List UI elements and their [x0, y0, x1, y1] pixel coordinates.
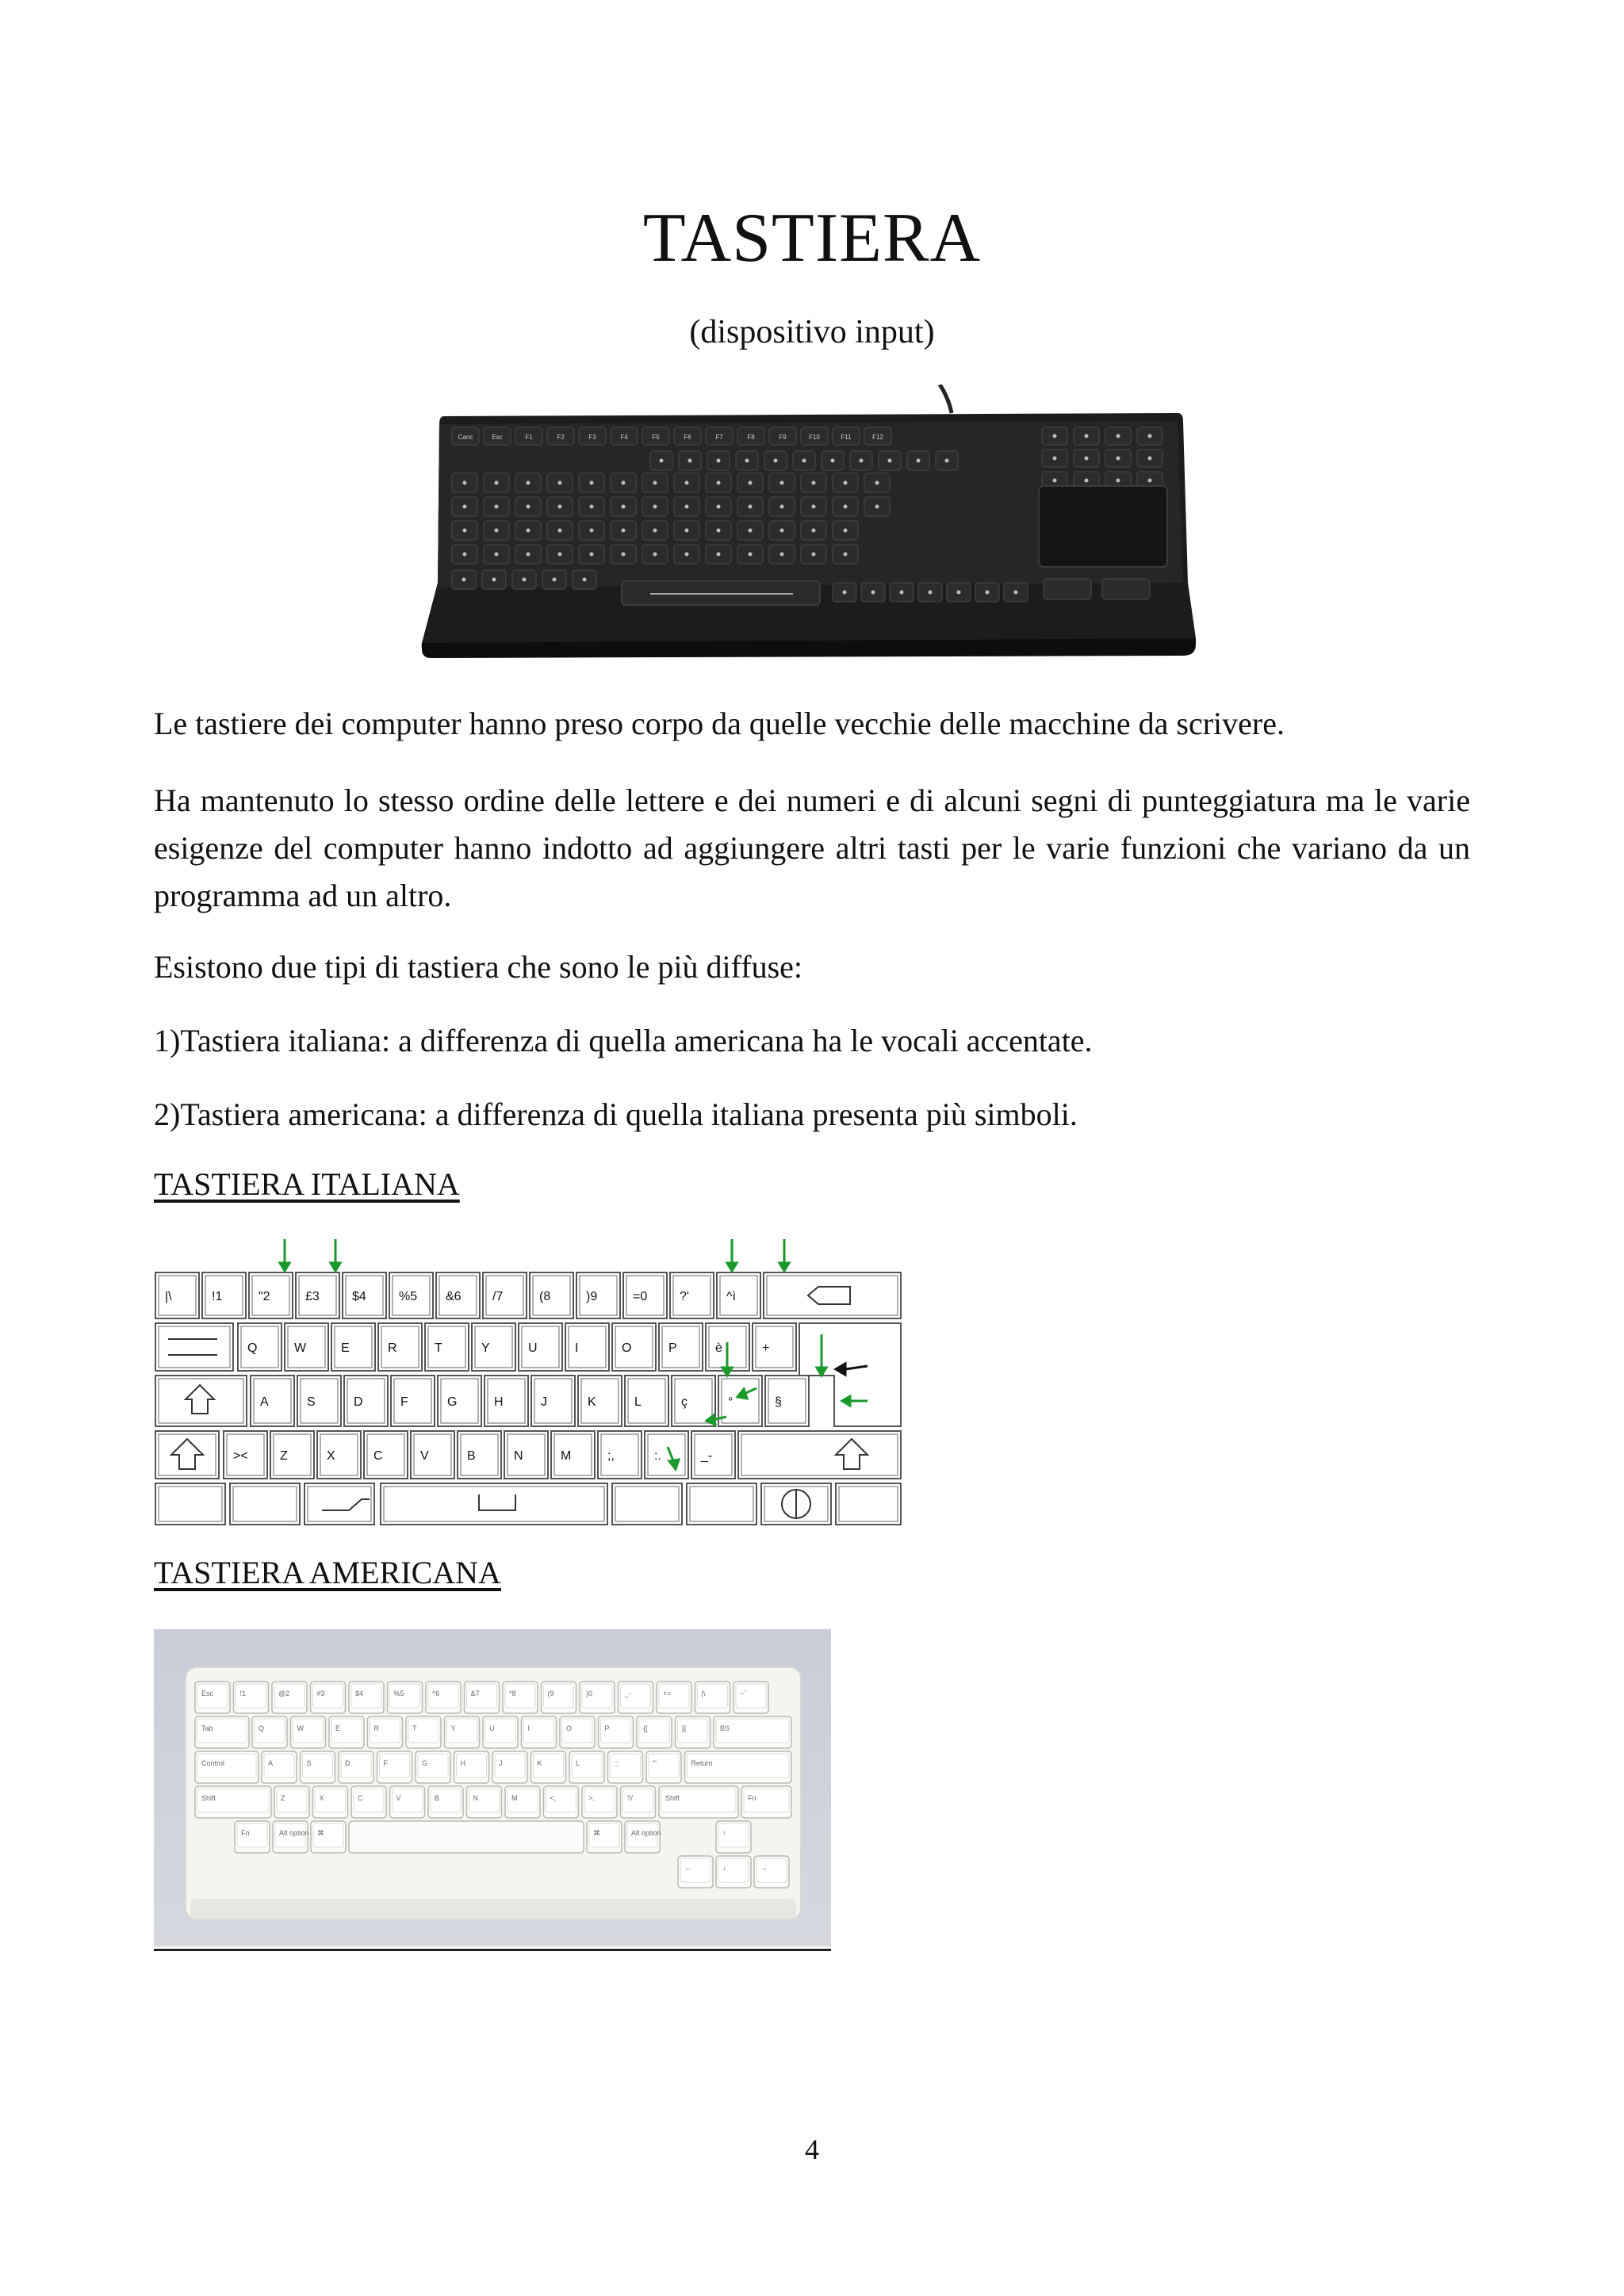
italian-key-tab	[155, 1323, 233, 1371]
italian-key-label: /7	[492, 1290, 504, 1303]
american-key-label: Shift	[665, 1794, 680, 1802]
italian-key-label: )9	[586, 1290, 598, 1303]
italian-key-label: !1	[212, 1290, 223, 1303]
american-key-label: ~`	[740, 1689, 747, 1697]
american-keyboard-underline	[154, 1949, 831, 1951]
american-key-label: )0	[586, 1689, 593, 1697]
american-key-label: <,	[550, 1794, 557, 1802]
italian-key	[249, 1272, 293, 1318]
italian-key	[238, 1323, 282, 1371]
italian-key	[530, 1272, 573, 1318]
italian-key-label: X	[327, 1449, 335, 1463]
italian-key-label: $4	[352, 1290, 366, 1303]
american-key-label: N	[473, 1794, 478, 1802]
italian-key-label: T	[435, 1341, 442, 1355]
italian-key	[251, 1376, 294, 1426]
italian-key	[317, 1431, 361, 1479]
italian-key-label: =0	[633, 1290, 648, 1303]
italian-key-label: B	[467, 1449, 476, 1463]
american-key-label: X	[319, 1794, 324, 1802]
italian-key	[753, 1323, 796, 1371]
italian-key-label: W	[294, 1341, 307, 1355]
american-key-label: ^6	[432, 1689, 440, 1697]
american-key-label: D	[345, 1759, 350, 1767]
photo-fkey-label: F5	[652, 434, 660, 441]
italian-key-label: %5	[399, 1290, 418, 1303]
heading-italian-keyboard: TASTIERA ITALIANA	[154, 1166, 460, 1202]
american-key-label: !1	[239, 1689, 247, 1697]
american-key-label: ⌘	[317, 1829, 324, 1837]
italian-key-label: M	[561, 1449, 572, 1463]
italian-key	[718, 1376, 762, 1426]
american-key-label: Fn	[748, 1794, 756, 1802]
american-key-label: F	[383, 1759, 388, 1767]
american-key-label: Alt option	[631, 1829, 661, 1837]
heading-american-keyboard: TASTIERA AMERICANA	[154, 1555, 501, 1590]
american-spacebar	[349, 1821, 584, 1853]
american-key-label: @2	[278, 1689, 290, 1697]
italian-key-label: S	[307, 1395, 316, 1409]
touchpad	[1039, 486, 1167, 567]
american-key-label: G	[422, 1759, 428, 1767]
keyboard-photo-drawing	[420, 385, 1197, 658]
photo-fkey-label: F11	[841, 434, 852, 441]
american-key-label: E	[335, 1724, 341, 1732]
italian-key-label: +	[762, 1341, 770, 1355]
american-key-label: A	[268, 1759, 274, 1767]
american-key-label: Q	[259, 1724, 265, 1732]
american-key-label: Z	[281, 1794, 285, 1802]
touchpad-right-button	[1102, 579, 1150, 599]
american-key-label: H	[460, 1759, 465, 1767]
italian-key-label: :.	[654, 1449, 661, 1463]
italian-key-label: ><	[233, 1449, 248, 1463]
american-key-label: U	[489, 1724, 495, 1732]
american-key-label: W	[297, 1724, 304, 1732]
american-key-label: T	[412, 1724, 417, 1732]
italian-key	[485, 1376, 528, 1426]
american-keyboard-drawing	[154, 1629, 831, 1946]
italian-key	[344, 1376, 388, 1426]
italian-key-label: I	[575, 1341, 579, 1355]
italian-key	[411, 1431, 454, 1479]
page-number: 4	[805, 2133, 819, 2165]
italian-key	[378, 1323, 422, 1371]
italian-key-shift-right	[738, 1431, 901, 1479]
italian-key-label: è	[715, 1341, 722, 1355]
italian-key	[765, 1376, 809, 1426]
american-keyboard-photo	[154, 1629, 831, 1946]
italian-key	[670, 1272, 714, 1318]
italian-key-bottom	[304, 1483, 374, 1525]
photo-fkey-label: F7	[715, 434, 723, 441]
italian-key-bottom	[381, 1483, 607, 1525]
italian-key	[625, 1376, 668, 1426]
american-key-label: ?/	[626, 1794, 634, 1802]
photo-fkey-label: Esc	[492, 434, 503, 441]
italian-key-label: ç	[681, 1395, 688, 1409]
american-key-label: Fn	[241, 1829, 250, 1837]
italian-key-label: K	[588, 1395, 596, 1409]
italian-key-label: J	[541, 1395, 547, 1409]
italian-keys	[155, 1272, 901, 1525]
italian-key	[717, 1272, 760, 1318]
american-key-label: #3	[316, 1689, 325, 1697]
page-title: TASTIERA	[642, 200, 982, 277]
american-key-label: %5	[393, 1689, 404, 1697]
italian-key	[155, 1272, 199, 1318]
paragraph-types-intro: Esistono due tipi di tastiera che sono le più diffuse:	[154, 949, 803, 985]
italian-key-label: A	[260, 1395, 269, 1409]
american-key-label: ⌘	[593, 1829, 600, 1837]
italian-key-capslock	[155, 1376, 247, 1426]
italian-key-label: O	[622, 1341, 632, 1355]
italian-key-label: ?'	[680, 1290, 689, 1303]
american-key-label: B	[435, 1794, 440, 1802]
american-key-label: }]	[681, 1724, 687, 1732]
american-key-label: →	[760, 1864, 768, 1872]
keyboard-photo	[420, 385, 1197, 658]
italian-key	[551, 1431, 595, 1479]
italian-key	[285, 1323, 328, 1371]
page-subtitle: (dispositivo input)	[689, 314, 935, 350]
american-key-label: {[	[643, 1724, 648, 1732]
american-key-label: (9	[547, 1689, 554, 1697]
photo-fkey-label: F6	[684, 434, 691, 441]
american-key-label: Alt option	[279, 1829, 309, 1837]
american-key-label: Tab	[201, 1724, 213, 1732]
italian-key-label: (8	[539, 1290, 551, 1303]
american-key-label: Return	[691, 1759, 713, 1767]
italian-key-bottom	[836, 1483, 901, 1525]
paragraph-evolution: Ha mantenuto lo stesso ordine delle lettere e dei numeri e di alcuni segni di punteggiatura ma le varie esigenze del computer hanno indotto ad aggiungere altri tasti per le varie funzioni che variano da un programma ad un altro.	[154, 783, 1470, 913]
photo-fkey-label: F1	[525, 434, 533, 441]
photo-fkey-label: F8	[747, 434, 755, 441]
italian-key	[297, 1376, 341, 1426]
italian-key	[531, 1376, 575, 1426]
american-key-label: &7	[470, 1689, 480, 1697]
italian-key	[270, 1431, 314, 1479]
italian-key-label: £3	[305, 1290, 320, 1303]
italian-key	[472, 1323, 515, 1371]
italian-key-label: F	[400, 1395, 408, 1409]
italian-key	[364, 1431, 408, 1479]
photo-fkey-label: F2	[557, 434, 565, 441]
italian-key-label: °	[728, 1395, 733, 1409]
italian-key-label: G	[447, 1395, 458, 1409]
american-key-label: "'	[653, 1759, 657, 1767]
italian-keyboard-diagram	[154, 1233, 904, 1526]
italian-key-label: ;,	[607, 1449, 615, 1463]
italian-key-bottom	[230, 1483, 300, 1525]
american-key-label: ↑	[722, 1829, 726, 1837]
italian-key-bottom	[155, 1483, 225, 1525]
american-key-label: BS	[720, 1724, 730, 1732]
italian-key	[565, 1323, 609, 1371]
american-key-label: P	[604, 1724, 610, 1732]
italian-key-label: N	[514, 1449, 523, 1463]
photo-fkey-label: Canc	[458, 434, 473, 441]
italian-key-label: §	[775, 1395, 782, 1409]
photo-fkey-label: F10	[809, 434, 820, 441]
american-key-label: I	[527, 1724, 530, 1732]
american-key-label: :;	[614, 1759, 619, 1767]
paragraph-origin: Le tastiere dei computer hanno preso corpo da quelle vecchie delle macchine da scrivere.	[154, 706, 1285, 741]
american-key-label: L	[576, 1759, 580, 1767]
italian-key	[645, 1431, 688, 1479]
italian-key-label: E	[341, 1341, 350, 1355]
american-key-label: Esc	[201, 1689, 214, 1697]
italian-key	[438, 1376, 481, 1426]
italian-key	[504, 1431, 548, 1479]
italian-key-label: L	[634, 1395, 642, 1409]
italian-key-label: Q	[247, 1341, 258, 1355]
american-key-label: K	[537, 1759, 542, 1767]
italian-key-label: _-	[701, 1449, 713, 1463]
italian-key-label: ^ì	[726, 1290, 736, 1303]
american-key-label: ↓	[722, 1864, 726, 1872]
italian-key	[202, 1272, 246, 1318]
american-key-label: >.	[588, 1794, 595, 1802]
italian-key-enter	[799, 1323, 901, 1426]
american-key-label: Shift	[201, 1794, 216, 1802]
american-key-label: +=	[663, 1689, 672, 1697]
italian-key	[458, 1431, 501, 1479]
italian-key	[391, 1376, 435, 1426]
italian-key-bottom	[687, 1483, 756, 1525]
american-key-label: R	[373, 1724, 379, 1732]
american-key-label: _-	[624, 1689, 631, 1697]
italian-key	[331, 1323, 375, 1371]
italian-key-label: |\	[165, 1290, 172, 1303]
italian-key	[425, 1323, 469, 1371]
italian-key-label: "2	[259, 1290, 270, 1303]
italian-key-label: &6	[446, 1290, 462, 1303]
photo-fkey-label: F3	[588, 434, 596, 441]
italian-key	[659, 1323, 703, 1371]
paragraph-american-type: 2)Tastiera americana: a differenza di quella italiana presenta più simboli.	[154, 1096, 1078, 1132]
italian-key	[612, 1323, 656, 1371]
italian-key-label: P	[668, 1341, 677, 1355]
photo-fkey-label: F4	[620, 434, 628, 441]
american-key-label: *8	[509, 1689, 516, 1697]
italian-key	[483, 1272, 527, 1318]
american-key-label: J	[499, 1759, 503, 1767]
american-key-label: Control	[201, 1759, 225, 1767]
american-key-label: V	[396, 1794, 401, 1802]
american-key-label: M	[511, 1794, 518, 1802]
paragraph-italian-type: 1)Tastiera italiana: a differenza di quella americana ha le vocali accentate.	[154, 1023, 1093, 1058]
american-key-label: O	[566, 1724, 573, 1732]
american-key-label: $4	[355, 1689, 364, 1697]
italian-key-bottom	[612, 1483, 682, 1525]
italian-key-label: D	[354, 1395, 363, 1409]
photo-fkey-label: F9	[779, 434, 787, 441]
italian-key	[598, 1431, 642, 1479]
italian-key-label: R	[388, 1341, 397, 1355]
italian-keyboard-drawing	[154, 1233, 904, 1526]
italian-key-label: Z	[280, 1449, 288, 1463]
italian-key	[519, 1323, 562, 1371]
italian-key	[578, 1376, 622, 1426]
italian-key-label: C	[373, 1449, 383, 1463]
italian-key	[576, 1272, 620, 1318]
american-key-label: |\	[701, 1689, 706, 1697]
american-key-label: ←	[684, 1864, 691, 1872]
american-key-label: S	[306, 1759, 312, 1767]
photo-fkey-label: F12	[872, 434, 883, 441]
italian-key-label: V	[420, 1449, 429, 1463]
italian-key-label: U	[528, 1341, 538, 1355]
italian-key-label: Y	[481, 1341, 490, 1355]
american-key-label: Y	[450, 1724, 456, 1732]
italian-key	[691, 1431, 735, 1479]
touchpad-left-button	[1044, 579, 1091, 599]
italian-key-backspace	[764, 1272, 901, 1318]
american-key-label: C	[358, 1794, 363, 1802]
italian-key-label: H	[494, 1395, 504, 1409]
